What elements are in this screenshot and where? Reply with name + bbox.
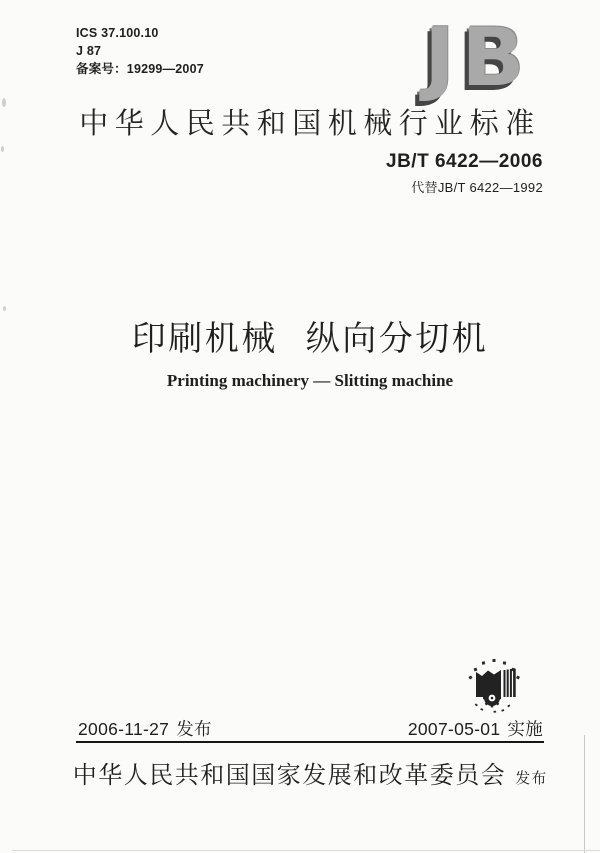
document-meta-block [76,24,204,78]
seal-graphic [463,654,527,716]
document-title-cn-part2: 纵向分切机 [305,320,489,358]
document-title-cn-part1: 印刷机械 [131,320,278,358]
issue-date-label: 发布 [176,719,212,739]
issuer-row [60,755,560,790]
standard-number-block [386,151,543,196]
document-title-en: Printing machinery — Slitting machine [166,371,454,390]
issue-date: 2006-11-27 [78,719,170,739]
document-title-cn [76,311,544,360]
standards-press-seal-icon [463,654,527,716]
standard-number: JB/T 6422—2006 [386,151,543,172]
implement-date: 2007-05-01 [407,719,501,739]
dates-row [78,716,543,741]
replaces-note: 代替JB/T 6422—1992 [411,180,543,195]
implement-date-label: 实施 [507,719,543,739]
scan-edge-line-bottom [12,850,600,851]
implement-date-group [408,716,543,741]
scan-artifact [3,306,6,311]
scan-edge-line-right [584,735,585,853]
record-number: 备案号：19299—2007 [76,62,204,76]
scan-artifact [2,98,6,107]
issuer-publish-label: 发布 [515,770,548,787]
ics-code: ICS 37.100.10 [76,26,159,40]
scan-artifact [1,146,4,152]
footer-divider-rule [76,741,544,743]
standard-type-heading: 中华人民共和国机械行业标准 [79,108,541,140]
doc-class-code: J 87 [76,44,102,58]
jb-logo: JB [424,11,531,104]
issuer-name: 中华人民共和国国家发展和改革委员会 [72,762,507,789]
issue-date-group [78,716,212,741]
